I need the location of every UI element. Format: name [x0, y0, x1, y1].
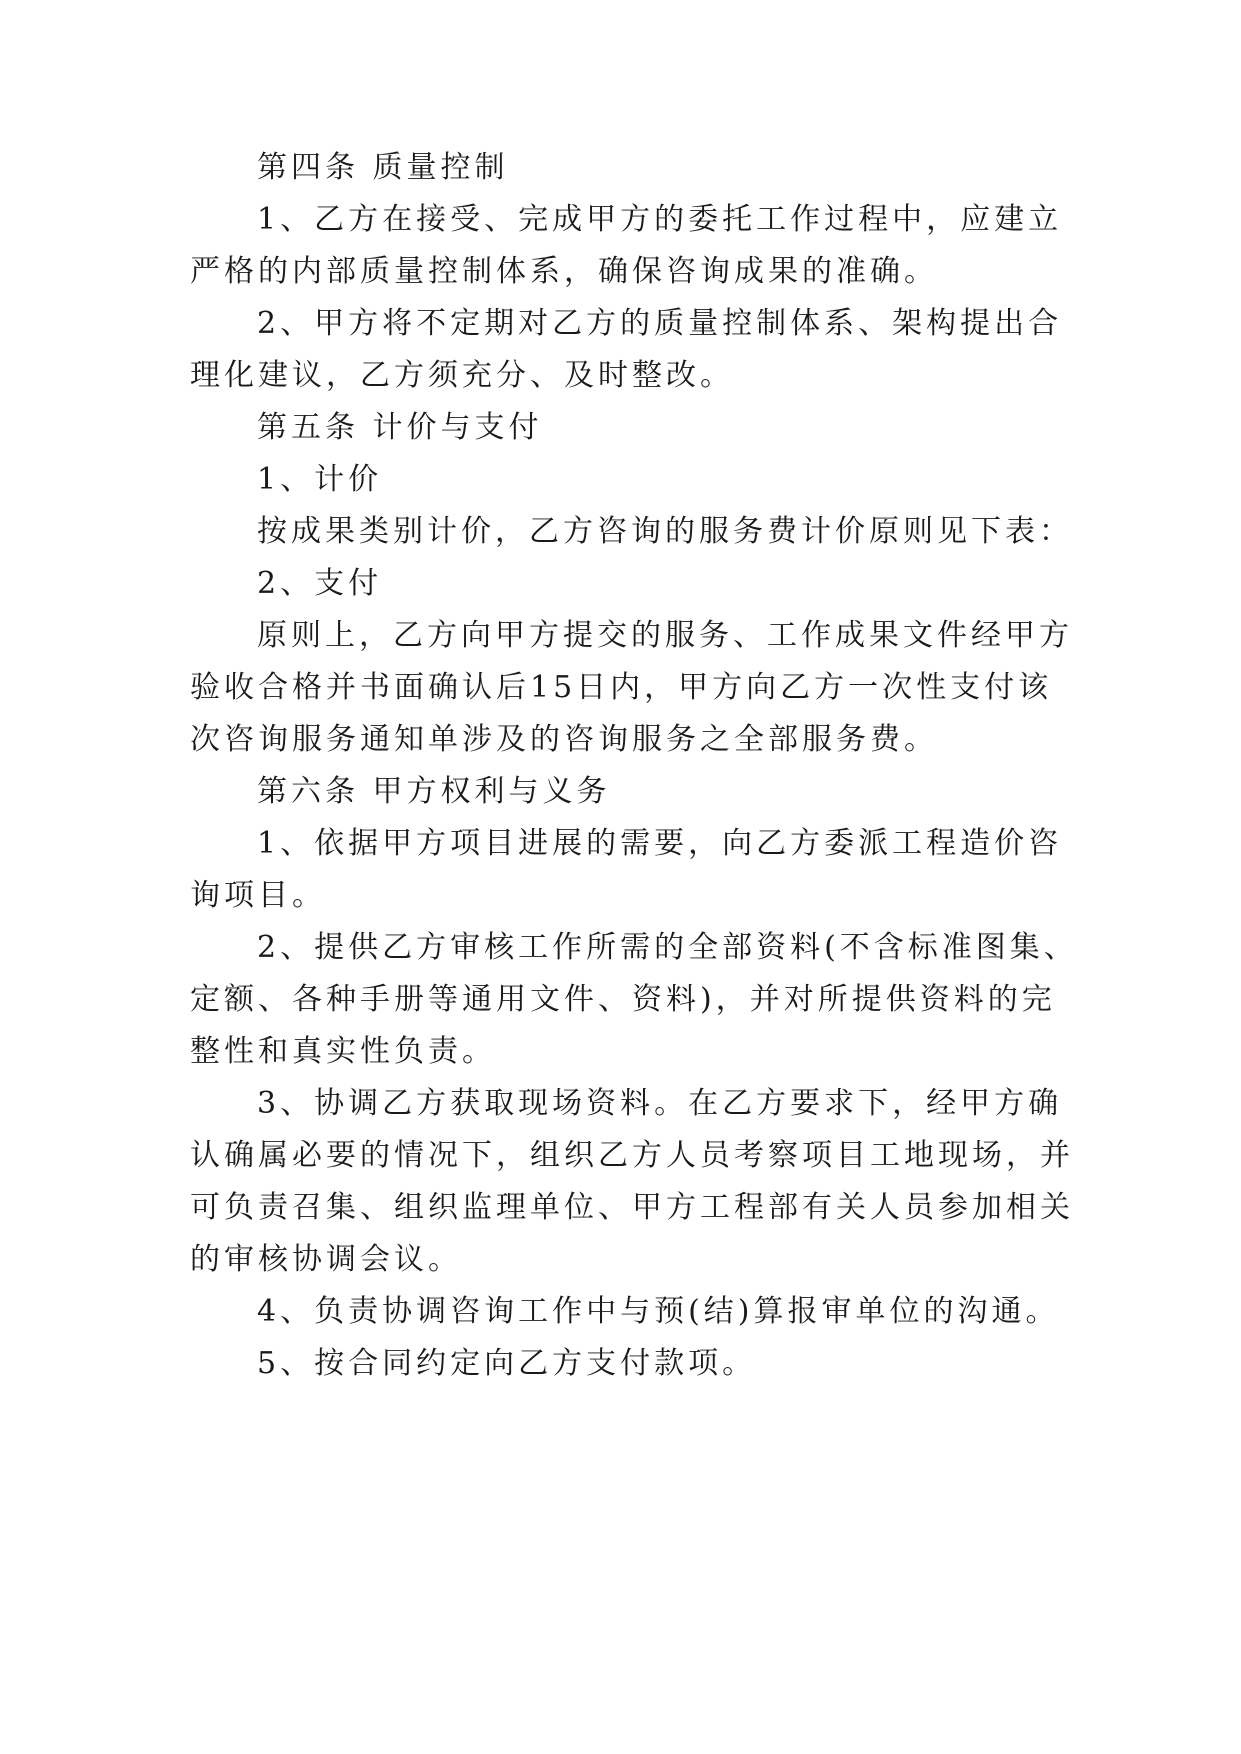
- article-4-heading: 第四条 质量控制: [257, 150, 509, 185]
- article-5-item-1: 1、计价: [257, 462, 383, 497]
- article-6-item-1-cont: 询项目。: [190, 878, 326, 913]
- article-5-heading: 第五条 计价与支付: [257, 410, 543, 445]
- article-4-item-2: 2、甲方将不定期对乙方的质量控制体系、架构提出合: [257, 306, 1063, 341]
- article-6-item-3-end: 的审核协调会议。: [190, 1242, 462, 1277]
- pricing-paragraph: 按成果类别计价，乙方咨询的服务费计价原则见下表：: [257, 514, 1073, 549]
- article-6-item-1: 1、依据甲方项目进展的需要，向乙方委派工程造价咨: [257, 826, 1063, 861]
- article-4-item-2-cont: 理化建议，乙方须充分、及时整改。: [190, 358, 734, 393]
- article-6-item-3-cont: 认确属必要的情况下，组织乙方人员考察项目工地现场，并: [190, 1138, 1074, 1173]
- article-6-item-2: 2、提供乙方审核工作所需的全部资料(不含标准图集、: [257, 930, 1078, 965]
- article-6-item-3-cont2: 可负责召集、组织监理单位、甲方工程部有关人员参加相关: [190, 1190, 1074, 1225]
- article-5-item-2: 2、支付: [257, 566, 383, 601]
- article-6-item-4: 4、负责协调咨询工作中与预(结)算报审单位的沟通。: [257, 1294, 1060, 1329]
- article-6-item-5: 5、按合同约定向乙方支付款项。: [257, 1346, 757, 1381]
- article-6-item-2-end: 整性和真实性负责。: [190, 1034, 496, 1069]
- payment-paragraph-end: 次咨询服务通知单涉及的咨询服务之全部服务费。: [190, 722, 938, 757]
- article-4-item-1: 1、乙方在接受、完成甲方的委托工作过程中，应建立: [257, 202, 1063, 237]
- article-6-item-2-cont: 定额、各种手册等通用文件、资料)，并对所提供资料的完: [190, 982, 1056, 1017]
- article-4-item-1-cont: 严格的内部质量控制体系，确保咨询成果的准确。: [190, 254, 938, 289]
- payment-paragraph-cont: 验收合格并书面确认后15日内，甲方向乙方一次性支付该: [190, 670, 1053, 705]
- article-6-heading: 第六条 甲方权利与义务: [257, 774, 611, 809]
- payment-paragraph: 原则上，乙方向甲方提交的服务、工作成果文件经甲方: [257, 618, 1073, 653]
- article-6-item-3: 3、协调乙方获取现场资料。在乙方要求下，经甲方确: [257, 1086, 1063, 1121]
